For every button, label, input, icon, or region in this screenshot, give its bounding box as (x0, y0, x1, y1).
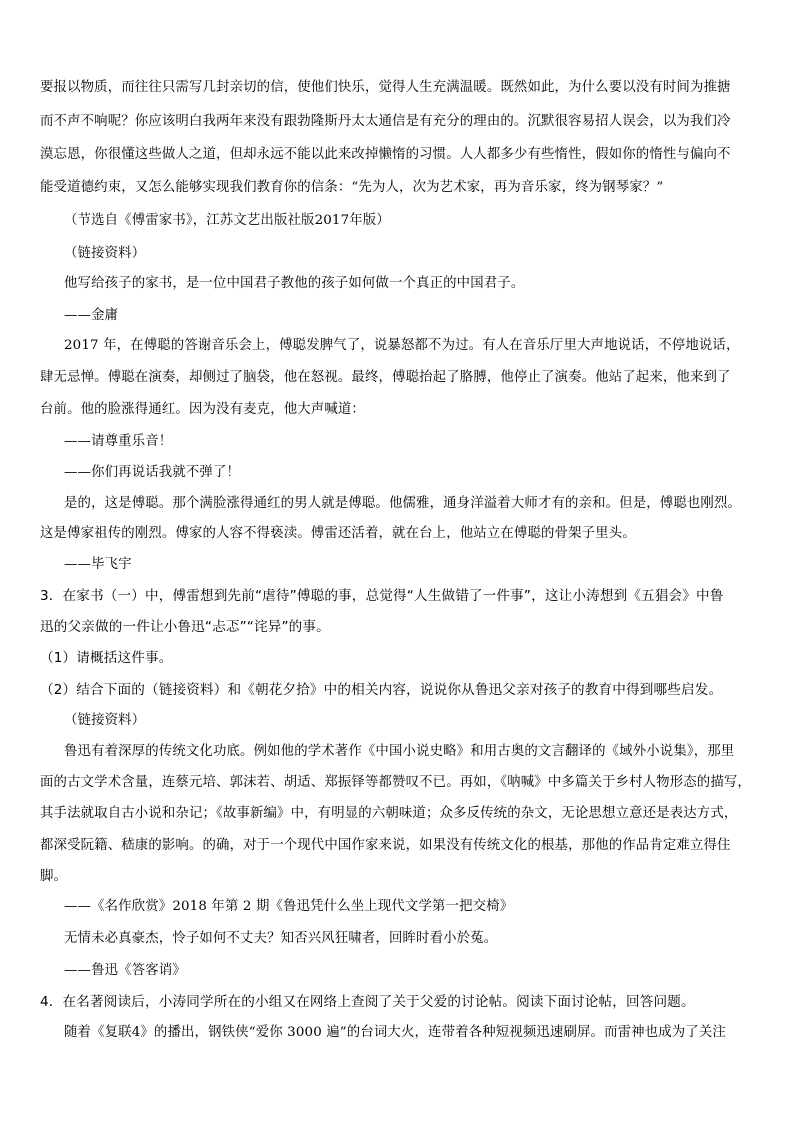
attribution: ——毕飞宇 (64, 557, 132, 572)
question-4: 4．在名著阅读后，小涛同学所在的小组又在网络上查阅了关于父爱的讨论帖。阅读下面讨论帖，回答问题。 (40, 994, 695, 1010)
text-line: 是的，这是傅聪。那个满脸涨得通红的男人就是傅聪。他儒雅，通身洋溢着大师才有的亲和。但是，傅聪也刚烈。 (64, 496, 742, 511)
text-line: 鲁迅有着深厚的传统文化功底。例如他的学术著作《中国小说史略》和用古奥的文言翻译的《域外小说集》，那里 (64, 744, 735, 759)
text-line: 台前。他的脸涨得通红。因为没有麦克，他大声喊道： (40, 402, 365, 417)
source-citation: （节选自《傅雷家书》，江苏文艺出版社版2017年版） (64, 213, 390, 228)
question-3-cont: 迅的父亲做的一件让小鲁迅“忐忑”“诧异”的事。 (40, 619, 330, 635)
poem-line: 无情未必真豪杰，怜子如何不丈夫？知否兴风狂啸者，回眸时看小於菟。 (64, 931, 498, 946)
text-line: 随着《复联4》的播出，钢铁侠“爱你 3000 遍”的台词大火，连带着各种短视频迅速刷屏。而雷神也成为了关注 (64, 1025, 726, 1040)
question-3: 3．在家书（一）中，傅雷想到先前“虐待”傅聪的事，总觉得“人生做错了一件事”，这让小涛想到《五猖会》中鲁 (40, 588, 724, 604)
section-label: （链接资料） (64, 713, 146, 728)
text-line: 他写给孩子的家书，是一位中国君子教他的孩子如何做一个真正的中国君子。 (64, 276, 525, 291)
text-line: ——请尊重乐音！ (64, 434, 173, 449)
attribution: ——鲁迅《答客诮》 (64, 963, 186, 978)
question-3-part-1: （1）请概括这件事。 (40, 650, 173, 666)
text-line: 面的古文学术含量，连蔡元培、郭沫若、胡适、郑振铎等都赞叹不已。再如，《呐喊》中多篇关于乡村人物形态的描写， (40, 775, 751, 790)
text-line: 能受道德约束，又怎么能够实现我们教育你的信条：“先为人，次为艺术家，再为音乐家，终为钢琴家？” (40, 180, 664, 195)
text-line: 而不声不响呢？你应该明白我两年来没有跟勃隆斯丹太太通信是有充分的理由的。沉默很容易招人误会，以为我们冷 (40, 114, 731, 129)
text-line: 都深受阮籍、嵇康的影响。的确，对于一个现代中国作家来说，如果没有传统文化的根基，那他的作品肯定难立得住 (40, 838, 731, 853)
question-3-part-2: （2）结合下面的（链接资料）和《朝花夕拾》中的相关内容，说说你从鲁迅父亲对孩子的教育中得到哪些启发。 (40, 682, 723, 698)
text-line: 肆无忌惮。傅聪在演奏，却侧过了脑袋，他在怒视。最终，傅聪抬起了胳膊，他停止了演奏。他站了起来，他来到了 (40, 370, 731, 385)
text-line: 2017 年，在傅聪的答谢音乐会上，傅聪发脾气了，说暴怒都不为过。有人在音乐厅里大声地说话，不停地说话， (64, 338, 740, 353)
text-line: ——你们再说话我就不弹了！ (64, 465, 241, 480)
text-line: 要报以物质，而往往只需写几封亲切的信，使他们快乐，觉得人生充满温暖。既然如此，为什么要以没有时间为推搪 (40, 80, 731, 95)
text-line: 脚。 (40, 869, 68, 884)
text-line: 漠忘恩，你很懂这些做人之道，但却永远不能以此来改掉懒惰的习惯。人人都多少有些惰性，假如你的惰性与偏向不 (40, 147, 731, 162)
attribution: ——《名作欣赏》2018 年第 2 期《鲁迅凭什么坐上现代文学第一把交椅》 (64, 899, 514, 914)
text-line: 这是傅家祖传的刚烈。傅家的人容不得亵渎。傅雷还活着，就在台上，他站立在傅聪的骨架子里头。 (40, 526, 636, 541)
attribution: ——金庸 (64, 308, 119, 323)
text-line: 其手法就取自古小说和杂记；《故事新编》中，有明显的六朝味道；众多反传统的杂文，无论思想立意还是表达方式， (40, 806, 738, 821)
section-label: （链接资料） (64, 246, 146, 261)
